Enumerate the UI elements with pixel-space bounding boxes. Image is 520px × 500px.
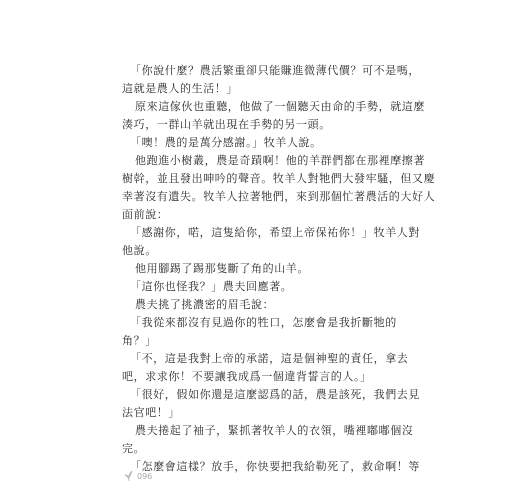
- text-line: 「噢！農的是萬分感謝。」牧羊人說。: [130, 136, 322, 149]
- body-text: [122, 62, 436, 476]
- paragraph: [122, 98, 425, 134]
- text-line: 「很好，假如你還是這麼認爲的話，農是該死，我們去見: [130, 388, 420, 401]
- page-number: 096: [137, 471, 153, 481]
- paragraph: [122, 296, 418, 314]
- leaf-icon: [124, 470, 134, 482]
- text-line: 「這你也怪我？」農夫回應著。: [130, 280, 293, 293]
- text-line: 農夫捲起了袖子，緊抓著牧羊人的衣領，嘴裡嘟嘟個沒: [135, 424, 414, 437]
- text-line: 農夫挑了挑濃密的眉毛說：: [135, 298, 275, 311]
- text-line: 角？」: [122, 334, 157, 347]
- paragraph: [122, 422, 418, 458]
- text-line: 「感謝你，喏，這隻給你，希望上帝保祐你！」牧羊人對: [130, 226, 420, 239]
- text-line: 面前說：: [122, 208, 169, 221]
- text-line: 幸著沒有遺失。牧羊人拉著牠們，來到那個忙著農活的大好人: [122, 190, 436, 203]
- paragraph: [122, 314, 418, 350]
- text-line: 「我從來都沒有見過你的牲口，怎麼會是我折斷牠的: [130, 316, 397, 329]
- text-line: 完。: [122, 442, 146, 455]
- paragraph: [122, 458, 418, 476]
- text-line: 湊巧，一群山羊就出現在手勢的另一頭。: [122, 118, 331, 131]
- text-line: 原來這傢伙也重聽，他做了一個聽天由命的手勢，就這麼: [135, 100, 425, 113]
- text-line: 「怎麼會這樣？放手，你快要把我給勒死了，救命啊！等: [130, 460, 420, 473]
- paragraph: [122, 350, 418, 386]
- paragraph: [122, 224, 418, 260]
- text-line: 樹幹，並且發出呻吟的聲音。牧羊人對牠們大發牢騷，但又慶: [122, 172, 436, 185]
- paragraph: [122, 152, 436, 224]
- text-line: 「你說什麼？農活繁重卻只能賺進微薄代價？可不是嗎，: [130, 64, 420, 77]
- text-line: 他說。: [122, 244, 157, 257]
- text-line: 法官吧！」: [122, 406, 180, 419]
- paragraph: [122, 260, 418, 278]
- text-line: 這就是農人的生活！」: [122, 82, 238, 95]
- text-line: 「不，這是我對上帝的承諾，這是個神聖的責任，拿去: [130, 352, 409, 365]
- text-line: 他跑進小樹叢，農是奇蹟啊！他的羊群們都在那裡摩擦著: [135, 154, 425, 167]
- paragraph: [122, 134, 418, 152]
- page-footer: [124, 470, 152, 482]
- text-line: 吧，求求你！不要讓我成爲一個違背誓言的人。」: [122, 370, 372, 383]
- paragraph: [122, 62, 418, 98]
- paragraph: [122, 278, 418, 296]
- text-line: 他用腳踢了踢那隻斷了角的山羊。: [135, 262, 309, 275]
- paragraph: [122, 386, 418, 422]
